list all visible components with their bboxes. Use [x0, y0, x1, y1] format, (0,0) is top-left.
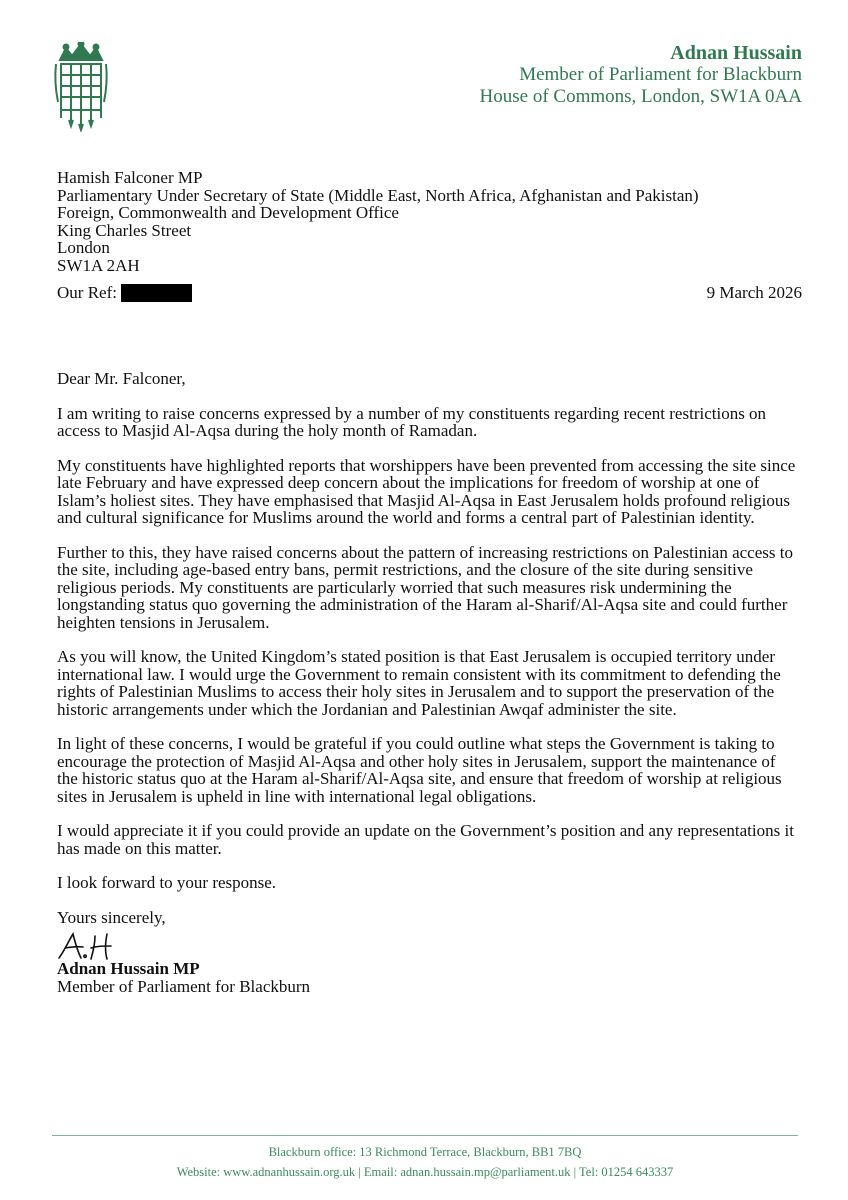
- salutation: Dear Mr. Falconer,: [57, 369, 186, 388]
- body-paragraph: Further to this, they have raised concerns about the pattern of increasing restrictions on Palestinian access to the site, including age-based entry bans, permit restrictions, and the closure of the site during sensitive religious periods. My constituents are particularly worried that such measures risk undermining the longstanding status quo governing the administration of the Haram al-Sharif/Al-Aqsa site and could further heighten tensions in Jerusalem.: [57, 542, 793, 632]
- recipient-line: SW1A 2AH: [57, 255, 140, 275]
- body-paragraph: I am writing to raise concerns expressed by a number of my constituents regarding recent restrictions on access to Masjid Al-Aqsa during the holy month of Ramadan.: [57, 403, 767, 440]
- footer-divider: [52, 1135, 798, 1136]
- footer-office: Blackburn office: 13 Richmond Terrace, Blackburn, BB1 7BQ: [268, 1145, 582, 1159]
- body-paragraph: My constituents have highlighted reports that worshippers have been prevented from accessing the site since late February and have expressed deep concern about the implications for freedom of worship at one of Islam’s holiest sites. They have emphasised that Masjid Al-Aqsa in East Jerusalem holds profound religious and cultural significance for Muslims around the world and forms a central part of Palestinian identity.: [57, 455, 796, 527]
- letterhead-name: Adnan Hussain: [670, 42, 802, 64]
- body-paragraph: I would appreciate it if you could provide an update on the Government’s position and any representations it has made on this matter.: [57, 821, 794, 858]
- recipient-line: Parliamentary Under Secretary of State (Middle East, North Africa, Afghanistan and Pakistan): [57, 185, 699, 205]
- signer-name: Adnan Hussain MP: [57, 959, 200, 978]
- letterhead-role: Member of Parliament for Blackburn: [519, 64, 802, 85]
- recipient-address: [57, 169, 699, 274]
- signoff: Yours sincerely,: [57, 907, 166, 927]
- body-paragraph: As you will know, the United Kingdom’s stated position is that East Jerusalem is occupied territory under international law. I would urge the Government to remain consistent with its commitment to defending the rights of Palestinian Muslims to access their holy sites in Jerusalem and to support the preservation of the historic arrangements under which the Jordanian and Palestinian Awqaf administer the site.: [57, 647, 781, 719]
- signer-title: Member of Parliament for Blackburn: [57, 976, 311, 996]
- footer-contact: Website: www.adnanhussain.org.uk | Email: adnan.hussain.mp@parliament.uk | Tel: 01254 643337: [176, 1165, 674, 1179]
- portcullis-icon: [52, 42, 110, 132]
- letterhead: [480, 42, 802, 108]
- reference-row: [57, 284, 802, 302]
- recipient-line: Hamish Falconer MP: [57, 168, 203, 187]
- handwritten-signature: [55, 928, 135, 962]
- redacted-reference: [121, 284, 192, 302]
- recipient-line: London: [57, 238, 110, 257]
- closing-line: I look forward to your response.: [57, 873, 277, 892]
- body-paragraph: In light of these concerns, I would be grateful if you could outline what steps the Government is taking to encourage the protection of Masjid Al-Aqsa and other holy sites in Jerusalem, support the maintenance of the historic status quo at the Haram al-Sharif/Al-Aqsa site, and ensure that freedom of worship at religious sites in Jerusalem is upheld in line with international legal obligations.: [57, 734, 782, 806]
- recipient-line: King Charles Street: [57, 220, 192, 240]
- letter-date: 9 March 2026: [706, 283, 802, 302]
- footer: [52, 1142, 798, 1182]
- letterhead-address: House of Commons, London, SW1A 0AA: [479, 86, 802, 107]
- recipient-line: Foreign, Commonwealth and Development Office: [57, 203, 399, 222]
- letter-body: [57, 370, 797, 995]
- reference-label: Our Ref:: [57, 283, 117, 302]
